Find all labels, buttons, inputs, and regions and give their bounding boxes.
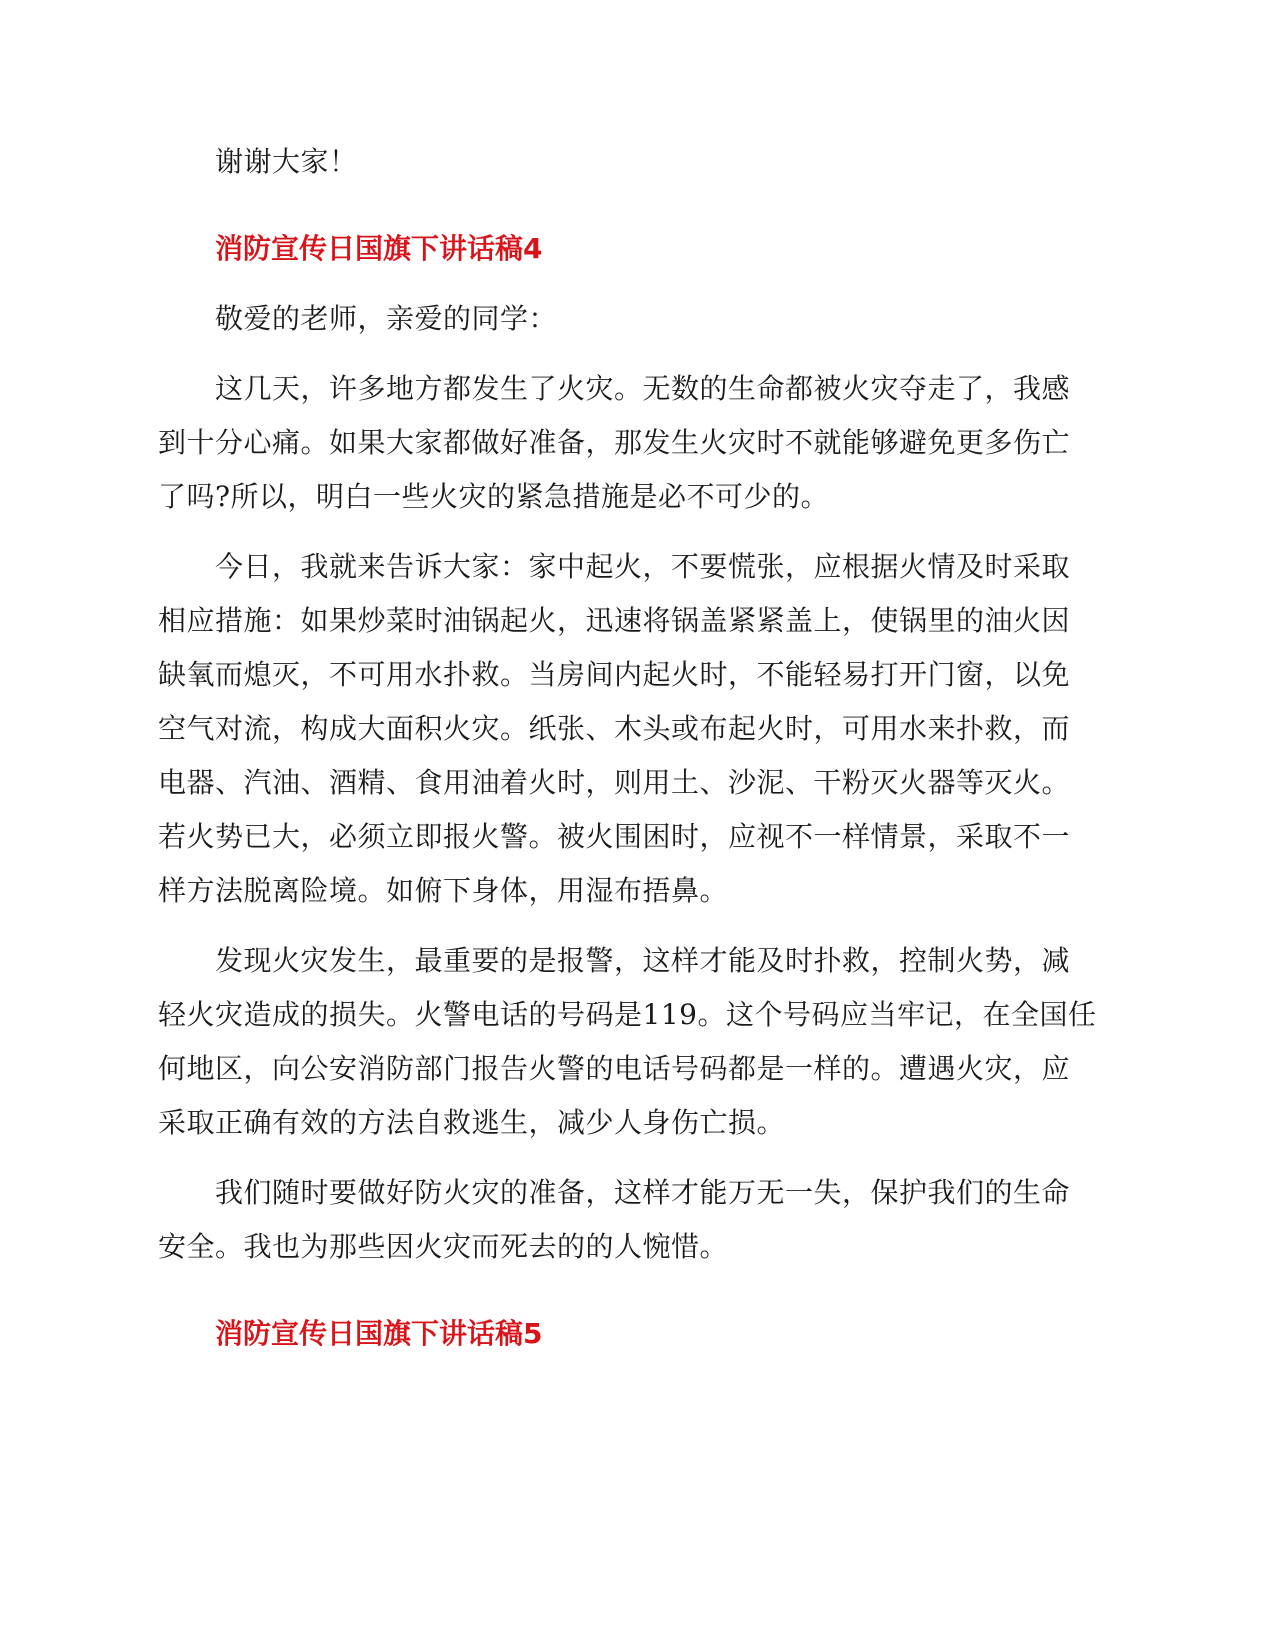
paragraph-line: 了吗?所以，明白一些火灾的紧急措施是必不可少的。 (158, 480, 830, 513)
greeting-line: 敬爱的老师，亲爱的同学： (215, 302, 558, 335)
section-5-heading: 消防宣传日国旗下讲话稿5 (215, 1317, 543, 1350)
closing-line: 谢谢大家！ (215, 145, 358, 178)
paragraph-line: 安全。我也为那些因火灾而死去的的人惋惜。 (158, 1230, 729, 1263)
section-4-heading: 消防宣传日国旗下讲话稿4 (215, 232, 543, 265)
paragraph-line: 空气对流，构成大面积火灾。纸张、木头或布起火时，可用水来扑救，而 (158, 712, 1071, 745)
paragraph-line: 今日，我就来告诉大家：家中起火，不要慌张，应根据火情及时采取 (215, 550, 1071, 583)
paragraph-line: 到十分心痛。如果大家都做好准备，那发生火灾时不就能够避免更多伤亡 (158, 426, 1071, 459)
paragraph-line: 这几天，许多地方都发生了火灾。无数的生命都被火灾夺走了，我感 (215, 372, 1071, 405)
paragraph-line: 轻火灾造成的损失。火警电话的号码是119。这个号码应当牢记，在全国任 (158, 998, 1097, 1031)
paragraph-line: 采取正确有效的方法自救逃生，减少人身伤亡损。 (158, 1106, 786, 1139)
paragraph-line: 我们随时要做好防火灾的准备，这样才能万无一失，保护我们的生命 (215, 1176, 1071, 1209)
paragraph-line: 电器、汽油、酒精、食用油着火时，则用土、沙泥、干粉灭火器等灭火。 (158, 766, 1071, 799)
paragraph-line: 发现火灾发生，最重要的是报警，这样才能及时扑救，控制火势，减 (215, 944, 1071, 977)
paragraph-line: 相应措施：如果炒菜时油锅起火，迅速将锅盖紧紧盖上，使锅里的油火因 (158, 604, 1071, 637)
paragraph-line: 缺氧而熄灭，不可用水扑救。当房间内起火时，不能轻易打开门窗，以免 (158, 658, 1071, 691)
paragraph-line: 若火势已大，必须立即报火警。被火围困时，应视不一样情景，采取不一 (158, 820, 1071, 853)
paragraph-line: 何地区，向公安消防部门报告火警的电话号码都是一样的。遭遇火灾，应 (158, 1052, 1071, 1085)
paragraph-line: 样方法脱离险境。如俯下身体，用湿布捂鼻。 (158, 874, 729, 907)
